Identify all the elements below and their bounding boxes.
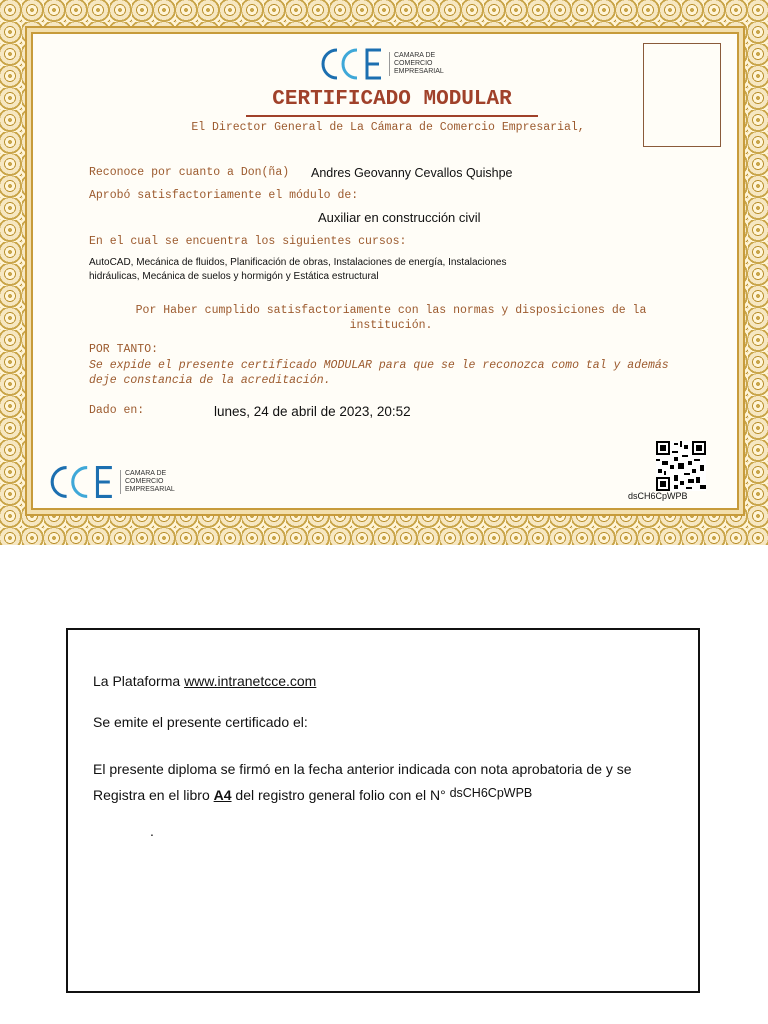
qr-code-text: dsCH6CpWPB xyxy=(628,491,688,501)
platform-link[interactable]: www.intranetcce.com xyxy=(184,673,317,689)
registro-line xyxy=(93,787,532,803)
certificate-title: CERTIFICADO MODULAR xyxy=(272,88,512,111)
platform-label: La Plataforma xyxy=(93,673,185,689)
qr-code-icon[interactable] xyxy=(656,441,706,491)
se-expide-text: Se expide el presente certificado MODULAR para que se le reconozca como tal y además deje constancia de la acreditación. xyxy=(89,359,669,387)
platform-line xyxy=(93,673,316,689)
module-name: Auxiliar en construcción civil xyxy=(318,210,481,225)
issue-date: lunes, 24 de abril de 2023, 20:52 xyxy=(214,404,411,419)
courses-label: En el cual se encuentra los siguientes cursos: xyxy=(89,235,407,248)
courses-list: AutoCAD, Mecánica de fluidos, Planificación de obras, Instalaciones de energía, Instalaciones hidráulicas, Mecánica de suelos y hormigón y Estática estructural xyxy=(89,257,507,282)
registro-suffix: del registro general folio con el N° xyxy=(231,787,450,803)
signed-line: El presente diploma se firmó en la fecha anterior indicada con nota aprobatoria de y se xyxy=(93,761,632,777)
logo-text: CAMARA DE COMERCIO EMPRESARIAL xyxy=(120,470,175,494)
recipient-name: Andres Geovanny Cevallos Quishpe xyxy=(311,166,513,180)
top-logo xyxy=(317,46,444,82)
cce-logo-icon xyxy=(46,463,116,501)
aprobo-label: Aprobó satisfactoriamente el módulo de: xyxy=(89,189,359,202)
verification-note xyxy=(66,628,700,993)
emitted-line: Se emite el presente certificado el: xyxy=(93,714,308,730)
book-number: A4 xyxy=(213,787,232,803)
bottom-logo xyxy=(46,463,175,501)
cce-logo-icon xyxy=(317,46,385,82)
dado-label: Dado en: xyxy=(89,404,145,417)
registro-prefix: Registra en el libro xyxy=(93,787,214,803)
registro-number: dsCH6CpWPB xyxy=(449,786,533,800)
logo-text: CAMARA DE COMERCIO EMPRESARIAL xyxy=(389,52,444,76)
director-line: El Director General de La Cámara de Comercio Empresarial, xyxy=(191,121,585,134)
por-tanto-label: POR TANTO: xyxy=(89,343,159,356)
stray-dot: . xyxy=(150,823,154,839)
title-underline xyxy=(246,115,538,117)
por-haber-text: Por Haber cumplido satisfactoriamente con las normas y disposiciones de la institución. xyxy=(135,304,647,332)
reconoce-label: Reconoce por cuanto a Don(ña) xyxy=(89,166,290,179)
